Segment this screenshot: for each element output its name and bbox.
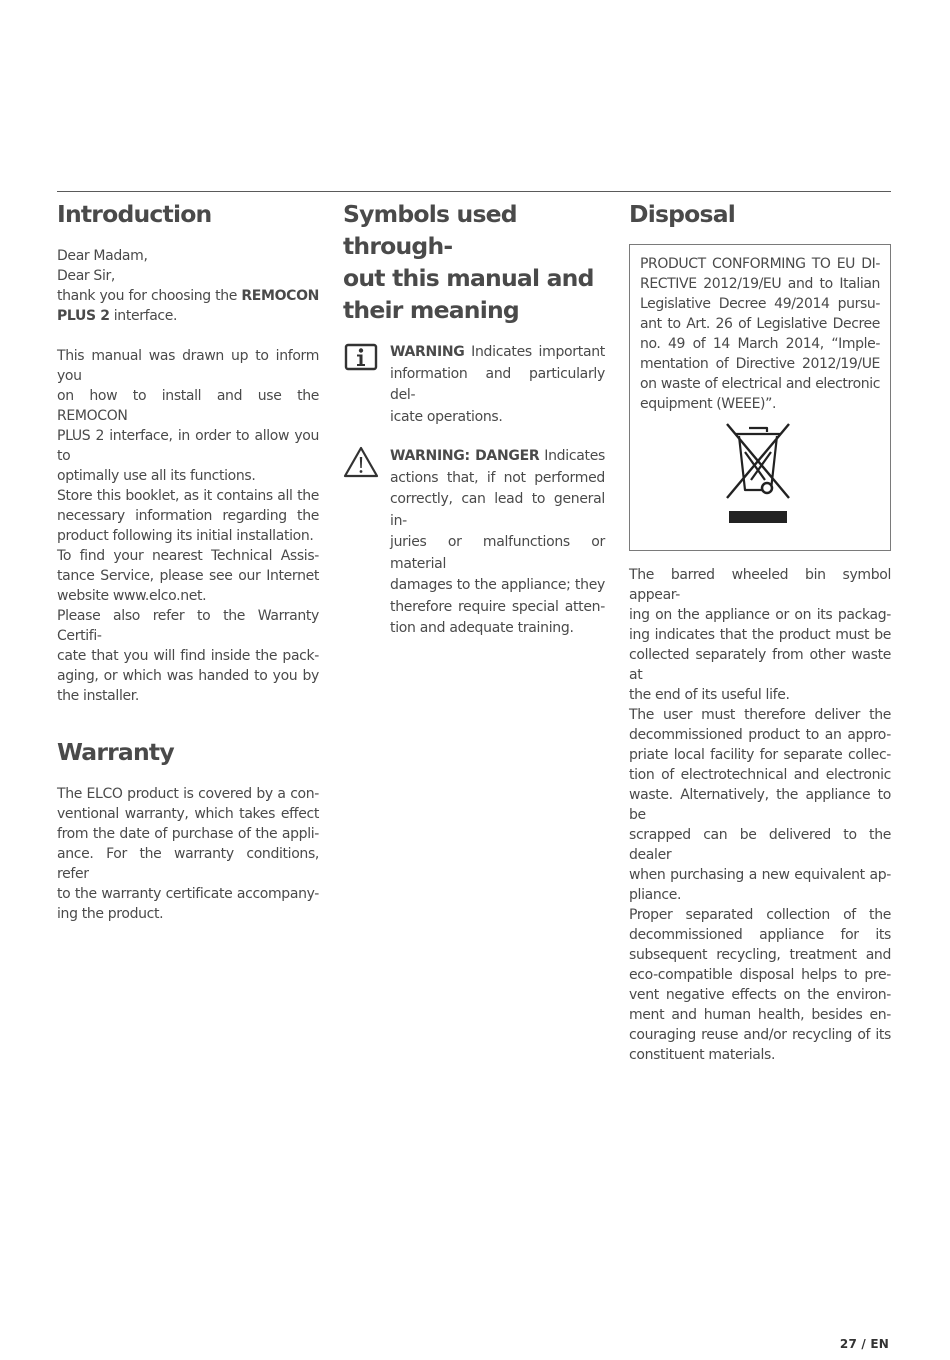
introduction-line: PLUS 2 interface, in order to allow you to	[57, 428, 319, 464]
disposal-line: tion of electrotechnical and electronic	[629, 767, 891, 783]
weee-compliance-line: PRODUCT CONFORMING TO EU DI-	[640, 256, 880, 272]
introduction-line: To find your nearest Technical Assis-	[57, 548, 319, 564]
introduction-line: on how to install and use the REMOCON	[57, 388, 319, 424]
danger-line-first: Indicates	[539, 448, 606, 464]
warranty-body	[57, 784, 319, 924]
crossed-out-wheeled-bin-icon	[725, 422, 791, 524]
product-name: REMOCON PLUS 2	[57, 288, 319, 324]
disposal-line: the end of its useful life.	[629, 687, 790, 703]
weee-compliance-line: RECTIVE 2012/19/EU and to Italian	[640, 276, 880, 292]
introduction-line: Store this booklet, as it contains all the	[57, 488, 319, 504]
danger-line: damages to the appliance; they	[390, 577, 605, 593]
warning-entry	[343, 342, 605, 428]
disposal-line: priate local facility for separate collec-	[629, 747, 891, 763]
weee-compliance-line: ant to Art. 26 of Legislative Decree	[640, 316, 880, 332]
weee-compliance-line: no. 49 of 14 March 2014, “Imple-	[640, 336, 880, 352]
greeting-madam: Dear Madam,	[57, 248, 148, 264]
column-disposal	[629, 198, 891, 1065]
disposal-line: Proper separated collection of the	[629, 907, 891, 923]
info-icon	[343, 341, 379, 375]
disposal-line: decommissioned appliance for its	[629, 927, 891, 943]
warranty-line: ing the product.	[57, 906, 164, 922]
introduction-line: aging, or which was handed to you by	[57, 668, 319, 684]
introduction-line: website www.elco.net.	[57, 588, 207, 604]
introduction-line: This manual was drawn up to inform you	[57, 348, 319, 384]
introduction-line: product following its initial installation.	[57, 528, 314, 544]
danger-line-label: WARNING: DANGER	[390, 448, 540, 464]
warranty-line: The ELCO product is covered by a con-	[57, 786, 319, 802]
warranty-line: from the date of purchase of the appli-	[57, 826, 319, 842]
disposal-body	[629, 565, 891, 1065]
weee-compliance-text	[640, 254, 880, 414]
disposal-line: collected separately from other waste at	[629, 647, 891, 683]
disposal-line: when purchasing a new equivalent ap-	[629, 867, 891, 883]
column-introduction	[57, 198, 319, 924]
disposal-line: The user must therefore deliver the	[629, 707, 891, 723]
symbols-heading	[343, 198, 605, 326]
disposal-line: ing on the appliance or on its packag-	[629, 607, 891, 623]
disposal-line: decommissioned product to an appro-	[629, 727, 891, 743]
weee-compliance-box	[629, 244, 891, 551]
warning-line-first: Indicates important	[464, 344, 605, 360]
disposal-line: vent negative effects on the environ-	[629, 987, 891, 1003]
warning-text	[390, 342, 605, 428]
warranty-heading: Warranty	[57, 738, 174, 766]
warning-line-label: WARNING	[390, 344, 465, 360]
warning-line: information and particularly del-	[390, 365, 605, 403]
disposal-line: subsequent recycling, treatment and	[629, 947, 891, 963]
danger-line: actions that, if not performed	[390, 469, 605, 486]
symbols-heading-line: Symbols used through-	[343, 200, 517, 260]
introduction-line: necessary information regarding the	[57, 508, 319, 524]
thanks-post: interface.	[109, 308, 178, 324]
thanks-pre: thank you for choosing the	[57, 288, 242, 304]
danger-line: therefore require special atten-	[390, 598, 605, 615]
warning-triangle-icon	[343, 445, 379, 479]
introduction-line: cate that you will find inside the pack-	[57, 648, 319, 664]
greeting-sir: Dear Sir,	[57, 268, 116, 284]
symbols-heading-line: out this manual and	[343, 264, 594, 292]
introduction-body	[57, 346, 319, 706]
disposal-line: eco-compatible disposal helps to pre-	[629, 967, 891, 983]
weee-compliance-line: Legislative Decree 49/2014 pursu-	[640, 296, 880, 312]
introduction-line: Please also refer to the Warranty Certifi-	[57, 608, 319, 644]
page-number: 27 / EN	[839, 1337, 889, 1351]
danger-line: tion and adequate training.	[390, 620, 574, 636]
disposal-line: pliance.	[629, 887, 682, 903]
warning-line: icate operations.	[390, 408, 503, 425]
disposal-line: constituent materials.	[629, 1047, 776, 1063]
column-symbols	[343, 198, 605, 640]
thanks-line	[57, 286, 319, 326]
warning-line	[390, 342, 605, 364]
introduction-line: the installer.	[57, 688, 139, 704]
introduction-heading: Introduction	[57, 200, 212, 228]
top-rule	[57, 191, 891, 192]
introduction-line: tance Service, please see our Internet	[57, 568, 319, 584]
danger-text	[390, 446, 605, 640]
danger-entry	[343, 446, 605, 640]
danger-line: correctly, can lead to general in-	[390, 491, 605, 529]
warranty-line: ventional warranty, which takes effect	[57, 806, 319, 822]
symbols-heading-line: their meaning	[343, 296, 519, 324]
danger-line: juries or malfunctions or material	[390, 534, 605, 572]
disposal-line: The barred wheeled bin symbol appear-	[629, 567, 891, 603]
weee-compliance-line: on waste of electrical and electronic	[640, 376, 880, 392]
introduction-line: optimally use all its functions.	[57, 468, 256, 484]
warranty-line: to the warranty certificate accompany-	[57, 886, 319, 902]
disposal-line: waste. Alternatively, the appliance to be	[629, 787, 891, 823]
weee-compliance-line: equipment (WEEE)”.	[640, 396, 777, 412]
disposal-line: scrapped can be delivered to the dealer	[629, 827, 891, 863]
danger-line	[390, 446, 605, 468]
weee-compliance-line: mentation of Directive 2012/19/UE	[640, 356, 880, 372]
warranty-line: ance. For the warranty conditions, refer	[57, 846, 319, 882]
disposal-line: ing indicates that the product must be	[629, 627, 891, 643]
disposal-line: ment and human health, besides en-	[629, 1007, 891, 1023]
disposal-line: couraging reuse and/or recycling of its	[629, 1027, 891, 1043]
disposal-heading: Disposal	[629, 200, 736, 228]
introduction-greeting	[57, 246, 319, 326]
